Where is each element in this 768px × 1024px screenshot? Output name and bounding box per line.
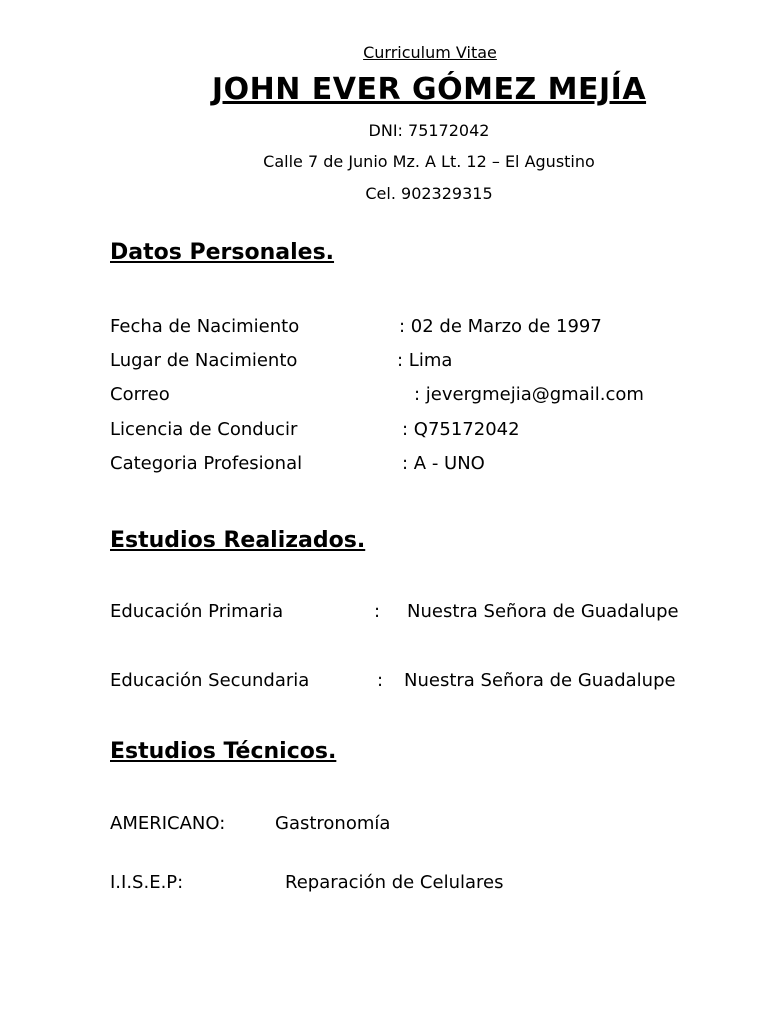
education-sep-primary: : [374,601,381,622]
personal-label-birthplace: Lugar de Nacimiento [110,350,298,371]
education-label-secondary: Educación Secundaria [110,670,310,691]
personal-value-birthdate: : 02 de Marzo de 1997 [399,316,602,337]
section-heading-education: Estudios Realizados. [110,528,366,553]
personal-label-license: Licencia de Conducir [110,419,298,440]
education-label-primary: Educación Primaria [110,601,284,622]
personal-value-license: : Q75172042 [402,419,520,440]
personal-label-email: Correo [110,384,170,405]
phone-line: Cel. 902329315 [365,184,493,203]
document-label: Curriculum Vitae [363,43,497,62]
technical-value-iisep: Reparación de Celulares [285,872,504,893]
section-heading-technical: Estudios Técnicos. [110,739,337,764]
education-value-primary: Nuestra Señora de Guadalupe [407,601,679,622]
personal-value-category: : A - UNO [402,453,485,474]
personal-label-category: Categoria Profesional [110,453,303,474]
technical-label-iisep: I.I.S.E.P: [110,872,184,893]
personal-label-birthdate: Fecha de Nacimiento [110,316,300,337]
education-value-secondary: Nuestra Señora de Guadalupe [404,670,676,691]
candidate-name: JOHN EVER GÓMEZ MEJÍA [211,72,647,107]
personal-value-email: : jevergmejia@gmail.com [414,384,644,405]
section-heading-personal: Datos Personales. [110,240,335,265]
personal-value-birthplace: : Lima [397,350,453,371]
technical-value-americano: Gastronomía [275,813,391,834]
address-line: Calle 7 de Junio Mz. A Lt. 12 – El Agustino [263,152,595,171]
education-sep-secondary: : [377,670,384,691]
technical-label-americano: AMERICANO: [110,813,226,834]
dni-line: DNI: 75172042 [368,121,490,140]
